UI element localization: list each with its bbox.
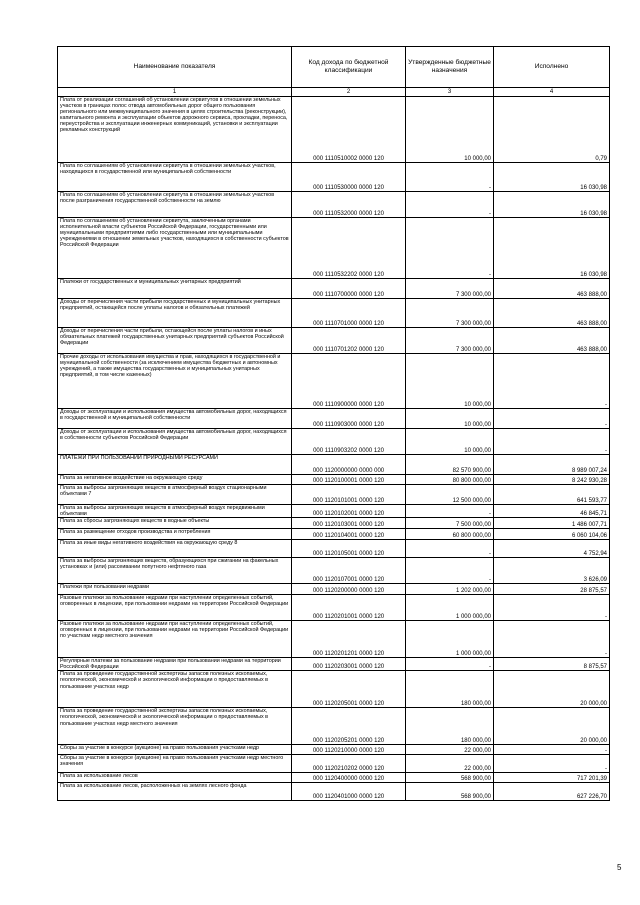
row-approved: 180 000,00 <box>406 671 494 708</box>
row-code: 000 1120210000 0000 120 <box>292 745 406 755</box>
row-code: 000 1120104001 0000 120 <box>292 529 406 540</box>
row-name: Плата за выбросы загрязняющих веществ в атмосферный воздух стационарными объектами 7 <box>58 485 292 505</box>
row-name: Разовые платежи за пользование недрами при наступлении определенных событий, оговоренных в лицензии, при пользовании недрами на территории Российской Федерации по участкам недр местного значения <box>58 621 292 658</box>
table-row <box>58 558 610 584</box>
row-approved: 7 300 000,00 <box>406 328 494 354</box>
row-exec: 20 000,00 <box>494 708 610 745</box>
table-row <box>58 354 610 409</box>
table-row <box>58 279 610 299</box>
row-code: 000 1110532000 0000 120 <box>292 192 406 218</box>
row-code: 000 1120201201 0000 120 <box>292 621 406 658</box>
budget-revenue-table <box>57 46 610 801</box>
row-exec: 20 000,00 <box>494 671 610 708</box>
row-approved: 180 000,00 <box>406 708 494 745</box>
row-code: 000 1110903202 0000 120 <box>292 429 406 455</box>
row-code: 000 1110700000 0000 120 <box>292 279 406 299</box>
row-name: Платежи от государственных и муниципальных унитарных предприятий <box>58 279 292 299</box>
row-code: 000 1120102001 0000 120 <box>292 505 406 518</box>
row-name: Плата по соглашениям об установлении сервитута в отношении земельных участков, находящихся в государственной или муниципальной собственности <box>58 163 292 192</box>
header-code: Код дохода по бюджетной классификации <box>292 47 406 88</box>
row-code: 000 1120205001 0000 120 <box>292 671 406 708</box>
table-row <box>58 708 610 745</box>
table-row <box>58 584 610 595</box>
table-row <box>58 163 610 192</box>
row-name: Плата за проведение государственной экспертизы запасов полезных ископаемых, геологической, экономической и экологической информации о предоставляемых в пользование участках недр <box>58 671 292 708</box>
row-code: 000 1120103001 0000 120 <box>292 518 406 529</box>
row-code: 000 1120401000 0000 120 <box>292 783 406 801</box>
col-number-4: 4 <box>494 88 610 97</box>
row-name: Плата за использование лесов, расположенных на землях лесного фонда <box>58 783 292 801</box>
row-exec: - <box>494 354 610 409</box>
table-row <box>58 218 610 279</box>
row-code: 000 1120201001 0000 120 <box>292 595 406 621</box>
row-name: Плата за выбросы загрязняющих веществ, образующихся при сжигании на факельных установках и (или) рассеивании попутного нефтяного газа <box>58 558 292 584</box>
header-approved: Утвержденные бюджетные назначения <box>406 47 494 88</box>
table-row <box>58 529 610 540</box>
row-name: Доходы от перечисления части прибыли, остающейся после уплаты налогов и иных обязательных платежей государственных унитарных предприятий субъектов Российской Федерации <box>58 328 292 354</box>
row-code: 000 1120210202 0000 120 <box>292 755 406 773</box>
row-code: 000 1110532202 0000 120 <box>292 218 406 279</box>
table-row <box>58 299 610 328</box>
row-approved: 568 900,00 <box>406 773 494 783</box>
row-code: 000 1120205201 0000 120 <box>292 708 406 745</box>
row-exec: 463 888,00 <box>494 299 610 328</box>
row-approved: - <box>406 192 494 218</box>
col-number-3: 3 <box>406 88 494 97</box>
row-approved: 80 800 000,00 <box>406 475 494 485</box>
row-approved: - <box>406 540 494 558</box>
col-number-1: 1 <box>58 88 292 97</box>
row-name: Плата по соглашениям об установлении сервитута, заключенным органами исполнительной власти субъектов Российской Федерации, государственными или муниципальными предприятиями либо государственными или муниципальными учреждениями в отношении земельных участков, находящихся в собственности субъектов Российской Федерации <box>58 218 292 279</box>
row-name: Плата за негативное воздействие на окружающую среду <box>58 475 292 485</box>
row-approved: - <box>406 505 494 518</box>
row-approved: 60 800 000,00 <box>406 529 494 540</box>
row-approved: 7 300 000,00 <box>406 299 494 328</box>
row-exec: 8 989 007,24 <box>494 455 610 475</box>
row-exec: 16 030,98 <box>494 192 610 218</box>
row-name: Плата по соглашениям об установлении сервитута в отношении земельных участков после разграничения государственной собственности на землю <box>58 192 292 218</box>
row-name: Плата за размещение отходов производства и потребления <box>58 529 292 540</box>
row-exec: 28 875,57 <box>494 584 610 595</box>
row-approved: 568 900,00 <box>406 783 494 801</box>
table-row <box>58 192 610 218</box>
table-row <box>58 328 610 354</box>
row-code: 000 1110530000 0000 120 <box>292 163 406 192</box>
row-approved: 1 202 000,00 <box>406 584 494 595</box>
row-code: 000 1120107001 0000 120 <box>292 558 406 584</box>
header-name: Наименование показателя <box>58 47 292 88</box>
row-exec: - <box>494 621 610 658</box>
row-exec: 3 626,09 <box>494 558 610 584</box>
row-exec: - <box>494 429 610 455</box>
row-exec: - <box>494 409 610 429</box>
row-name: Сборы за участие в конкурсе (аукционе) на право пользования участками недр местного значения <box>58 755 292 773</box>
row-exec: - <box>494 745 610 755</box>
row-code: 000 1120000000 0000 000 <box>292 455 406 475</box>
row-name: Плата за сбросы загрязняющих веществ в водные объекты <box>58 518 292 529</box>
row-approved: - <box>406 658 494 671</box>
table-row <box>58 621 610 658</box>
row-code: 000 1110510002 0000 120 <box>292 97 406 163</box>
row-approved: 82 570 900,00 <box>406 455 494 475</box>
row-code: 000 1110903000 0000 120 <box>292 409 406 429</box>
table-row <box>58 773 610 783</box>
row-approved: 22 000,00 <box>406 745 494 755</box>
row-exec: 16 030,98 <box>494 163 610 192</box>
row-approved: - <box>406 163 494 192</box>
table-row <box>58 505 610 518</box>
row-approved: 7 300 000,00 <box>406 279 494 299</box>
row-approved: 10 000,00 <box>406 97 494 163</box>
row-approved: 7 500 000,00 <box>406 518 494 529</box>
row-exec: 0,79 <box>494 97 610 163</box>
table-row <box>58 429 610 455</box>
table-row <box>58 745 610 755</box>
row-name: Плата от реализации соглашений об установлении сервитутов в отношении земельных участков в границах полос отвода автомобильных дорог общего пользования регионального или межмуниципального значения в целях строительства (реконструкции), капитального ремонта и эксплуатации объектов дорожного сервиса, прокладки, переноса, переустройства и эксплуатации инженерных коммуникаций, установки и эксплуатации рекламных конструкций <box>58 97 292 163</box>
table-row <box>58 475 610 485</box>
row-exec: 6 060 104,06 <box>494 529 610 540</box>
row-approved: 10 000,00 <box>406 409 494 429</box>
row-name: Прочие доходы от использования имущества и прав, находящихся в государственной и муниципальной собственности (за исключением имущества бюджетных и автономных учреждений, а также имущества государственных и муниципальных унитарных предприятий, в том числе казенных) <box>58 354 292 409</box>
row-exec: 8 875,57 <box>494 658 610 671</box>
row-exec: 8 242 930,28 <box>494 475 610 485</box>
page-number: 5 <box>617 863 622 872</box>
row-approved: 12 500 000,00 <box>406 485 494 505</box>
row-code: 000 1120105001 0000 120 <box>292 540 406 558</box>
table-row <box>58 409 610 429</box>
row-code: 000 1120101001 0000 120 <box>292 485 406 505</box>
row-name: Доходы от перечисления части прибыли государственных и муниципальных унитарных предприятий, остающейся после уплаты налогов и обязательных платежей <box>58 299 292 328</box>
row-approved: - <box>406 558 494 584</box>
row-code: 000 1120100001 0000 120 <box>292 475 406 485</box>
row-approved: 1 000 000,00 <box>406 621 494 658</box>
row-name: Платежи при пользовании недрами <box>58 584 292 595</box>
row-exec: - <box>494 755 610 773</box>
table-row <box>58 518 610 529</box>
row-name: Плата за иные виды негативного воздействия на окружающую среду 8 <box>58 540 292 558</box>
row-name: Доходы от эксплуатации и использования имущества автомобильных дорог, находящихся в собственности субъектов Российской Федерации <box>58 429 292 455</box>
row-approved: 10 000,00 <box>406 354 494 409</box>
row-name: Регулярные платежи за пользование недрами при пользовании недрами на территории Российской Федерации <box>58 658 292 671</box>
row-exec: 641 593,77 <box>494 485 610 505</box>
row-exec: 1 486 007,71 <box>494 518 610 529</box>
row-name: ПЛАТЕЖИ ПРИ ПОЛЬЗОВАНИИ ПРИРОДНЫМИ РЕСУРСАМИ <box>58 455 292 475</box>
row-code: 000 1120400000 0000 120 <box>292 773 406 783</box>
row-exec: 717 201,39 <box>494 773 610 783</box>
table-row <box>58 783 610 801</box>
row-code: 000 1110900000 0000 120 <box>292 354 406 409</box>
table-row <box>58 455 610 475</box>
header-exec: Исполнено <box>494 47 610 88</box>
row-code: 000 1120200000 0000 120 <box>292 584 406 595</box>
table-row <box>58 595 610 621</box>
column-number-row <box>58 88 610 97</box>
row-name: Плата за выбросы загрязняющих веществ в атмосферный воздух передвижными объектами <box>58 505 292 518</box>
table-row <box>58 755 610 773</box>
col-number-2: 2 <box>292 88 406 97</box>
row-approved: - <box>406 218 494 279</box>
row-name: Плата за проведение государственной экспертизы запасов полезных ископаемых, геологической, экономической и экологической информации о предоставляемых в пользование участках недр местного значения <box>58 708 292 745</box>
row-exec: 16 030,98 <box>494 218 610 279</box>
table-row <box>58 485 610 505</box>
row-code: 000 1110701000 0000 120 <box>292 299 406 328</box>
row-code: 000 1120203001 0000 120 <box>292 658 406 671</box>
row-approved: 22 000,00 <box>406 755 494 773</box>
row-name: Плата за использование лесов <box>58 773 292 783</box>
row-exec: 463 888,00 <box>494 279 610 299</box>
table-row <box>58 671 610 708</box>
row-code: 000 1110701202 0000 120 <box>292 328 406 354</box>
row-name: Сборы за участие в конкурсе (аукционе) на право пользования участками недр <box>58 745 292 755</box>
row-approved: 1 000 000,00 <box>406 595 494 621</box>
table-row <box>58 540 610 558</box>
row-exec: 463 888,00 <box>494 328 610 354</box>
table-row <box>58 658 610 671</box>
row-name: Доходы от эксплуатации и использования имущества автомобильных дорог, находящихся в государственной и муниципальной собственности <box>58 409 292 429</box>
row-exec: 46 845,71 <box>494 505 610 518</box>
row-name: Разовые платежи за пользование недрами при наступлении определенных событий, оговоренных в лицензии, при пользовании недрами на территории Российской Федерации <box>58 595 292 621</box>
table-row <box>58 97 610 163</box>
row-approved: 10 000,00 <box>406 429 494 455</box>
row-exec: - <box>494 595 610 621</box>
row-exec: 4 752,94 <box>494 540 610 558</box>
table-header-row <box>58 47 610 88</box>
row-exec: 627 226,70 <box>494 783 610 801</box>
